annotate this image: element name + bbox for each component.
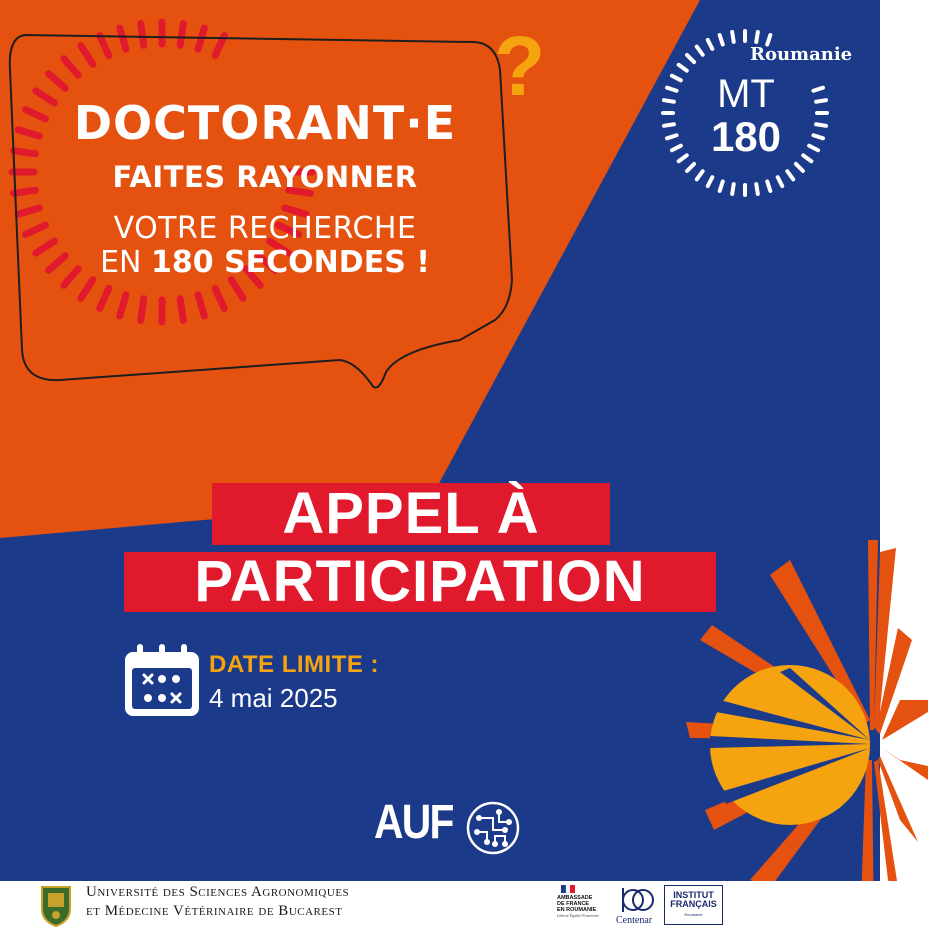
calendar-icon: [123, 642, 201, 720]
ring-tick: [756, 184, 758, 194]
institut-line1: INSTITUT: [673, 890, 714, 900]
ambassade-motto: Liberté Égalité Fraternité: [557, 913, 599, 918]
auf-network-icon: [465, 800, 521, 856]
institut-line3: Roumanie: [684, 912, 703, 917]
ring-tick: [664, 124, 674, 126]
ambassade-line3: EN ROUMANIE: [557, 907, 597, 913]
call-line-2: PARTICIPATION: [124, 552, 716, 612]
ring-tick: [664, 100, 674, 102]
headline-180-secondes: 180 SECONDES !: [151, 245, 430, 280]
ring-tick: [816, 100, 826, 102]
french-flag-icon: [561, 885, 575, 893]
headline-en-180-secondes: [40, 245, 490, 280]
mt180-number: 180: [710, 113, 782, 160]
call-line-1: APPEL À: [212, 483, 610, 545]
headline-faites-rayonner: FAITES RAYONNER: [112, 160, 418, 194]
ambassade-line2: DE FRANCE: [557, 901, 590, 907]
ring-tick: [816, 124, 826, 126]
auf-logo-text: AUF: [374, 796, 453, 849]
deadline-label: DATE LIMITE :: [209, 651, 380, 678]
institut-line2: FRANÇAIS: [670, 899, 717, 909]
ring-tick: [756, 32, 758, 42]
deadline-date: 4 mai 2025: [209, 683, 338, 713]
ring-tick: [732, 184, 734, 194]
ring-tick: [180, 24, 183, 46]
university-name-line1: Université des Sciences Agronomiques: [86, 884, 350, 900]
headline-doctorant: DOCTORANT·E: [73, 96, 457, 150]
centenar-logo-icon: [617, 885, 655, 915]
ring-tick: [141, 24, 144, 46]
centenar-text: Centenar: [616, 915, 653, 926]
ring-tick: [732, 32, 734, 42]
right-strip: [880, 0, 928, 881]
mt180-country: Roumanie: [750, 44, 853, 65]
ambassade-line1: AMBASSADE: [557, 895, 593, 901]
mt180-mt: MT: [717, 72, 775, 116]
footer-partners: [0, 881, 928, 931]
headline-en-prefix: EN: [100, 245, 151, 280]
usamv-crest-icon: [40, 883, 72, 927]
question-mark: ?: [494, 19, 546, 113]
ring-tick: [14, 151, 36, 154]
ring-tick: [141, 299, 144, 321]
headline-votre-recherche: VOTRE RECHERCHE: [113, 211, 417, 246]
university-name-line2: et Médecine Vétérinaire de Bucarest: [86, 903, 343, 919]
ring-tick: [180, 299, 183, 321]
ring-tick: [14, 190, 36, 193]
